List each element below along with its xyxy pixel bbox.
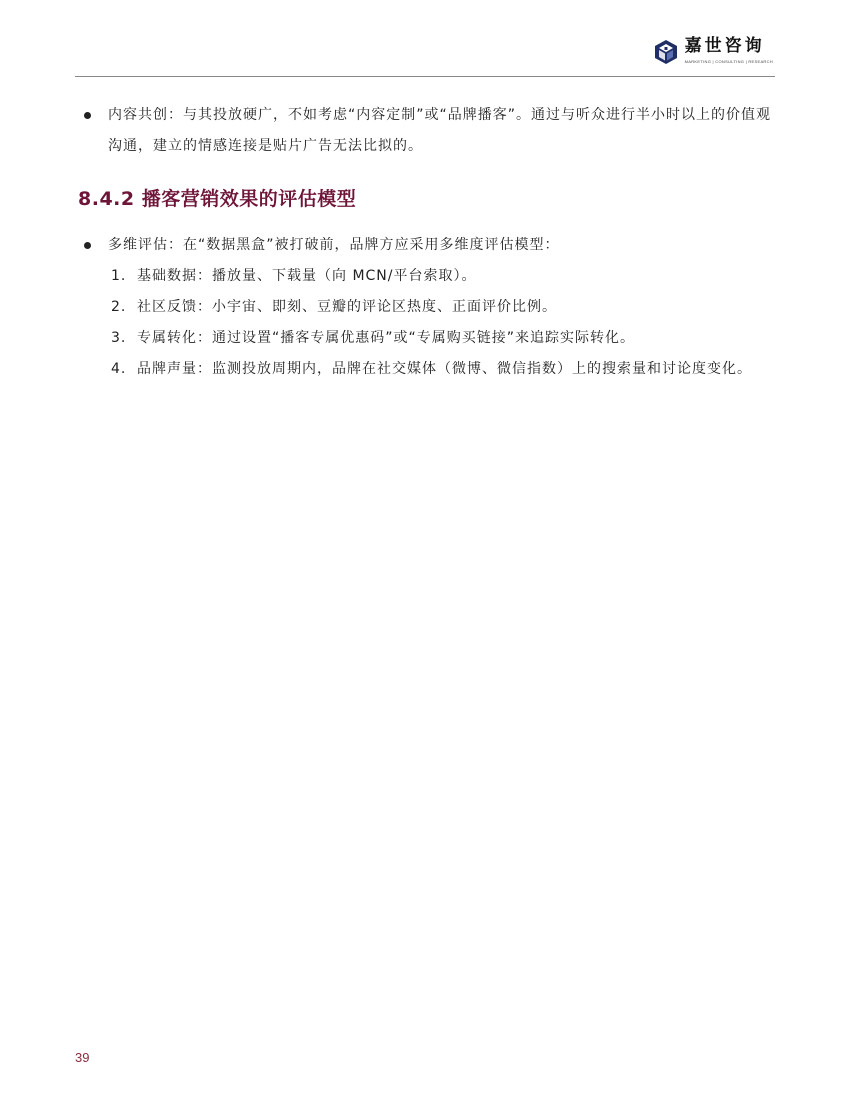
list-item-text: 社区反馈：小宇宙、即刻、豆瓣的评论区热度、正面评价比例。 <box>137 299 557 315</box>
logo-company-name: 嘉世咨询 <box>684 36 765 56</box>
list-item-text: 品牌声量：监测投放周期内，品牌在社交媒体（微博、微信指数）上的搜索量和讨论度变化。 <box>137 361 752 377</box>
bullet-content-co-creation <box>78 100 778 162</box>
list-item-text: 基础数据：播放量、下载量（向 MCN/平台索取）。 <box>137 268 477 284</box>
list-number: 2. <box>111 299 127 315</box>
company-logo <box>653 36 773 68</box>
list-number: 1. <box>111 268 127 284</box>
bullet-text: 多维评估：在“数据黑盒”被打破前，品牌方应采用多维度评估模型： <box>108 237 560 253</box>
page-header <box>75 0 775 77</box>
page-content <box>78 100 778 385</box>
numbered-list <box>108 261 778 385</box>
numbered-item <box>108 261 778 292</box>
list-number: 3. <box>111 330 127 346</box>
section-heading: 8.4.2 播客营销效果的评估模型 <box>78 188 357 210</box>
numbered-item <box>108 292 778 323</box>
page-number: 39 <box>75 1050 90 1065</box>
numbered-item <box>108 323 778 354</box>
bullet-dot-icon <box>84 242 91 249</box>
bullet-text: 内容共创：与其投放硬广，不如考虑“内容定制”或“品牌播客”。通过与听众进行半小时以上的价值观沟通，建立的情感连接是贴片广告无法比拟的。 <box>108 107 772 154</box>
bullet-dot-icon <box>84 112 91 119</box>
jiashi-cube-logo-icon <box>653 39 679 65</box>
list-number: 4. <box>111 361 127 377</box>
logo-tagline: MARKETING | CONSULTING | RESEARCH <box>684 59 773 64</box>
list-item-text: 专属转化：通过设置“播客专属优惠码”或“专属购买链接”来追踪实际转化。 <box>137 330 636 346</box>
bullet-multi-dimension-evaluation <box>78 230 778 261</box>
numbered-item <box>108 354 778 385</box>
